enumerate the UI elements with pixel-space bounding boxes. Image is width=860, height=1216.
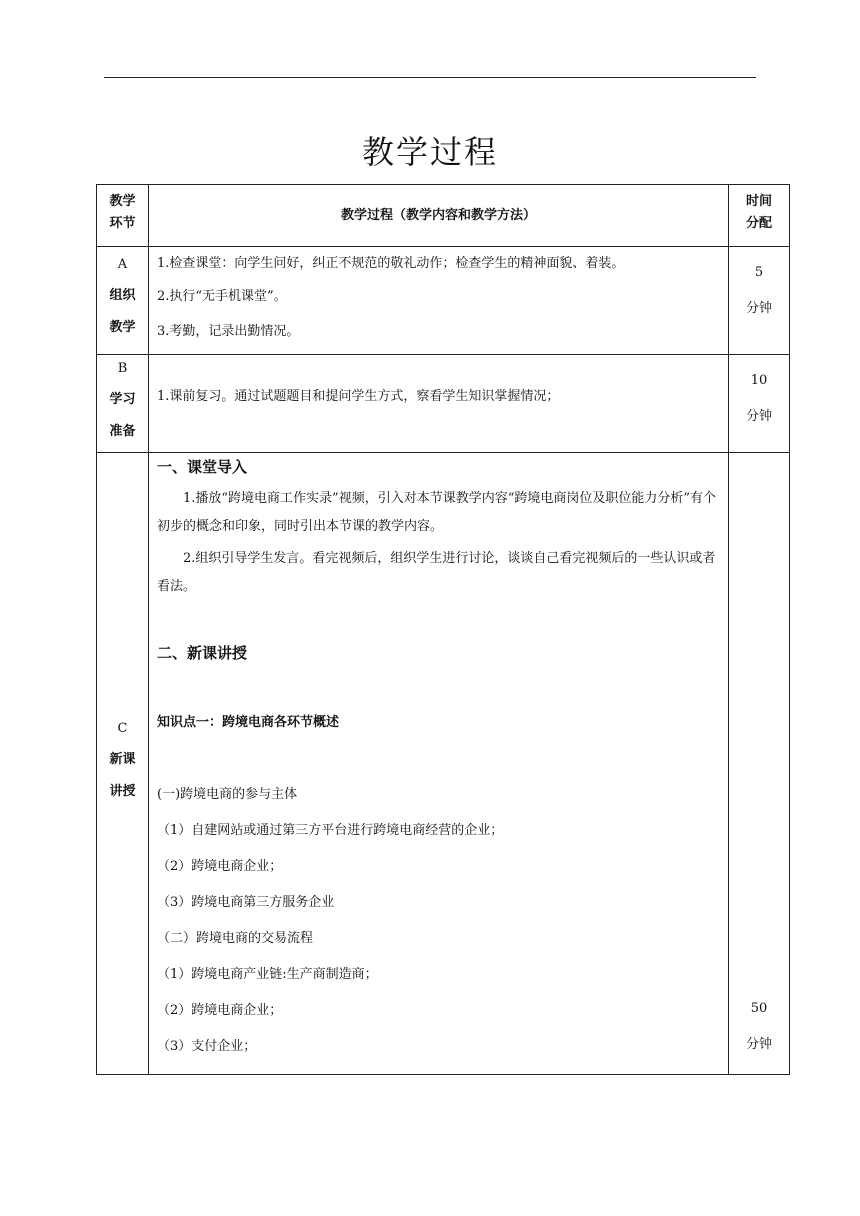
table-header-row — [97, 185, 790, 247]
header-stage — [97, 185, 149, 247]
stage-c — [97, 453, 149, 1075]
time-a-unit: 分钟 — [745, 301, 772, 316]
stage-b-name-2: 准备 — [109, 424, 136, 439]
intro-para-1: 1.播放“跨境电商工作实录”视频，引入对本节课教学内容“跨境电商岗位及职位能力分析”有个初步的概念和印象，同时引出本节课的教学内容。 — [157, 491, 716, 534]
list-item: （3）支付企业； — [157, 1039, 257, 1054]
header-stage-line2: 环节 — [109, 216, 136, 231]
list-item: (一)跨境电商的参与主体 — [157, 787, 298, 802]
intro-para-2: 2.组织引导学生发言。看完视频后，组织学生进行讨论，谈谈自己看完视频后的一些认识或者看法。 — [157, 551, 716, 594]
header-process: 教学过程（教学内容和教学方法） — [149, 185, 729, 247]
time-c-value: 50 — [750, 1001, 768, 1016]
time-c-unit: 分钟 — [745, 1037, 772, 1052]
list-item: （1）自建网站或通过第三方平台进行跨境电商经营的企业； — [157, 823, 504, 838]
stage-b — [97, 355, 149, 453]
time-a — [729, 247, 790, 355]
time-a-value: 5 — [754, 265, 764, 280]
list-item: （2）跨境电商企业； — [157, 1003, 283, 1018]
list-item: （1）跨境电商产业链:生产商制造商； — [157, 967, 378, 982]
time-c — [729, 453, 790, 1075]
content-b — [149, 355, 729, 453]
page-title: 教学过程 — [361, 133, 498, 171]
stage-c-letter: C — [117, 721, 128, 736]
stage-c-name-1: 新课 — [109, 752, 136, 767]
stage-a-name-1: 组织 — [109, 288, 136, 303]
stage-a-letter: A — [117, 257, 128, 272]
header-stage-line1: 教学 — [109, 194, 136, 209]
section-heading-new-lesson: 二、新课讲授 — [157, 644, 248, 662]
knowledge-point-1: 知识点一：跨境电商各环节概述 — [157, 715, 340, 730]
content-a — [149, 247, 729, 355]
stage-a — [97, 247, 149, 355]
header-time-line2: 分配 — [745, 216, 772, 231]
stage-c-name-2: 讲授 — [109, 784, 136, 799]
content-a-line-1: 1.检查课堂：向学生问好，纠正不规范的敬礼动作；检查学生的精神面貌、着装。 — [157, 256, 625, 271]
time-b-unit: 分钟 — [745, 409, 772, 424]
content-c — [149, 453, 729, 1075]
content-a-line-2: 2.执行“无手机课堂”。 — [157, 289, 287, 304]
header-time — [729, 185, 790, 247]
list-item: （二）跨境电商的交易流程 — [157, 931, 314, 946]
lesson-table — [96, 184, 790, 1075]
list-item: （2）跨境电商企业； — [157, 859, 283, 874]
list-item: （3）跨境电商第三方服务企业 — [157, 895, 335, 910]
header-time-line1: 时间 — [745, 194, 772, 209]
section-heading-intro: 一、课堂导入 — [157, 458, 248, 476]
content-a-line-3: 3.考勤，记录出勤情况。 — [157, 324, 300, 339]
time-b — [729, 355, 790, 453]
time-b-value: 10 — [750, 373, 768, 388]
stage-b-letter: B — [117, 361, 128, 376]
header-rule — [104, 77, 756, 78]
stage-b-name-1: 学习 — [109, 392, 136, 407]
table-row-c — [97, 453, 790, 1075]
table-row-b — [97, 355, 790, 453]
content-b-line-1: 1.课前复习。通过试题题目和提问学生方式，察看学生知识掌握情况； — [157, 389, 560, 404]
stage-a-name-2: 教学 — [109, 320, 136, 335]
table-row-a — [97, 247, 790, 355]
